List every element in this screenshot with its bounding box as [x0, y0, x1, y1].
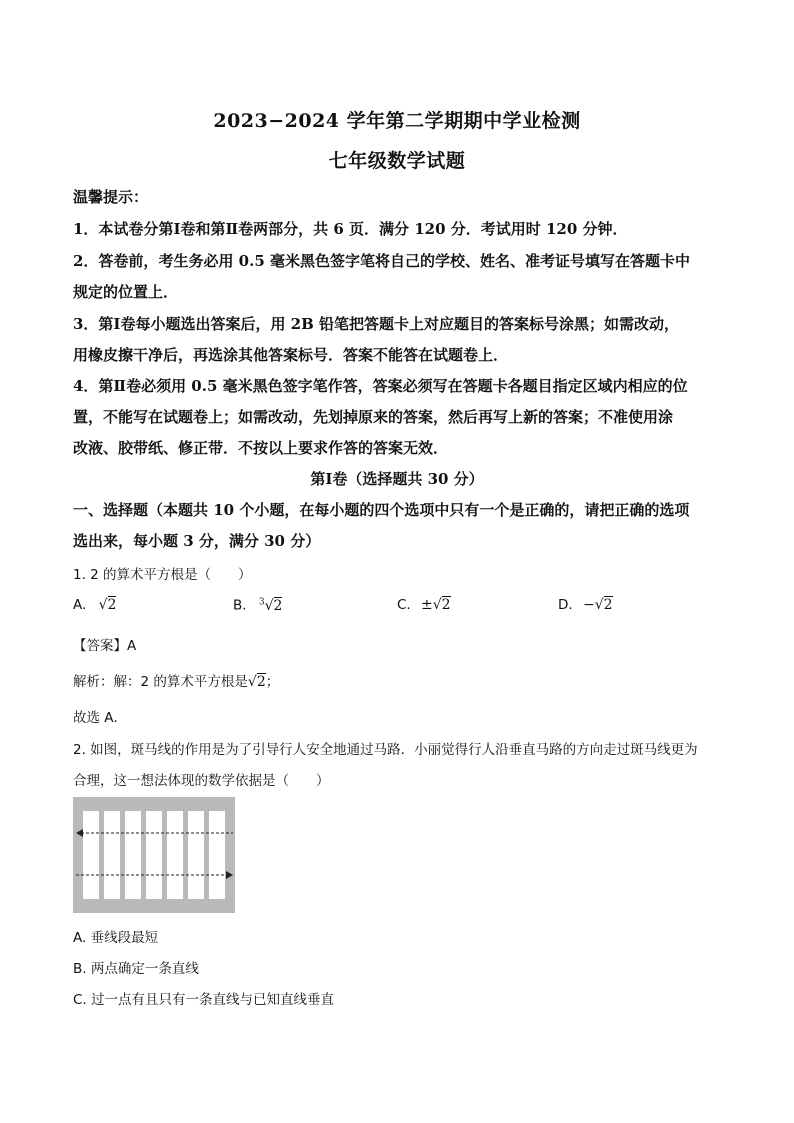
- radicand: 2: [441, 597, 451, 613]
- radicand: 2: [256, 674, 266, 690]
- q1-option-b: B. $^3$√2: [233, 597, 283, 614]
- q1-stem: 1. 2 的算术平方根是（ ）: [73, 567, 252, 583]
- tip-line-4: 3．第Ⅰ卷每小题选出答案后，用 2B 铅笔把答题卡上对应题目的答案标号涂黑；如需改动，: [73, 315, 680, 333]
- analysis-text: 解析：解：2 的算术平方根是: [73, 674, 248, 690]
- root-index: 3: [258, 597, 265, 607]
- tip-line-5: 用橡皮擦干净后，再选涂其他答案标号．答案不能答在试题卷上．: [73, 346, 509, 364]
- tip-line-8: 改液、胶带纸、修正带．不按以上要求作答的答案无效．: [73, 439, 449, 457]
- section-title: 第Ⅰ卷（选择题共 30 分）: [310, 470, 484, 488]
- tip-line-7: 置，不能写在试题卷上；如需改动，先划掉原来的答案，然后再写上新的答案；不准使用涂: [73, 408, 674, 426]
- q2-option-c: C. 过一点有且只有一条直线与已知直线垂直: [73, 992, 335, 1008]
- q1-answer: 【答案】A: [73, 638, 137, 654]
- option-label: A.: [73, 597, 87, 613]
- q1-option-a: A. √2: [73, 597, 117, 613]
- q1-conclusion: 故选 A．: [73, 710, 128, 726]
- zebra-crossing-figure: [73, 797, 235, 913]
- right-arrowhead-icon: [226, 871, 233, 879]
- tip-line-2: 2．答卷前，考生务必用 0.5 毫米黑色签字笔将自己的学校、姓名、准考证号填写在答题卡中: [73, 252, 690, 270]
- q2-option-b: B. 两点确定一条直线: [73, 961, 199, 977]
- q1-option-d: D. −√2: [558, 597, 613, 613]
- option-label: C.: [397, 597, 411, 613]
- exam-subtitle: 七年级数学试题: [328, 150, 466, 172]
- section-heading-line-2: 选出来，每小题 3 分，满分 30 分）: [73, 532, 321, 550]
- analysis-suffix: ；: [265, 674, 280, 690]
- q2-stem-line-2: 合理，这一想法体现的数学依据是（ ）: [73, 773, 330, 789]
- q1-analysis: 解析：解：2 的算术平方根是√2；: [73, 674, 280, 690]
- q1-option-c: C. ±√2: [397, 597, 451, 613]
- crossing-arrows: [73, 797, 235, 913]
- sign-prefix: −: [582, 597, 595, 613]
- left-arrowhead-icon: [76, 829, 83, 837]
- tip-line-3: 规定的位置上．: [73, 283, 179, 301]
- option-label: D.: [558, 597, 573, 613]
- option-label: B.: [233, 597, 247, 614]
- radicand: 2: [107, 597, 117, 613]
- section-heading-line-1: 一、选择题（本题共 10 个小题，在每小题的四个选项中只有一个是正确的，请把正确的选项: [73, 501, 690, 519]
- radicand: 2: [603, 597, 613, 613]
- tip-line-6: 4．第Ⅱ卷必须用 0.5 毫米黑色签字笔作答，答案必须写在答题卡各题目指定区域内相应的位: [73, 377, 688, 395]
- q2-option-a: A. 垂线段最短: [73, 930, 159, 946]
- q2-stem-line-1: 2. 如图，斑马线的作用是为了引导行人安全地通过马路．小丽觉得行人沿垂直马路的方向走过斑马线更为: [73, 742, 698, 758]
- tip-line-1: 1．本试卷分第Ⅰ卷和第Ⅱ卷两部分，共 6 页．满分 120 分．考试用时 120 分钟．: [73, 220, 628, 238]
- radicand: 2: [273, 597, 283, 614]
- sign-prefix: ±: [421, 597, 433, 613]
- tips-heading: 温馨提示：: [73, 188, 149, 206]
- exam-title: 2023−2024 学年第二学期期中学业检测: [213, 110, 581, 132]
